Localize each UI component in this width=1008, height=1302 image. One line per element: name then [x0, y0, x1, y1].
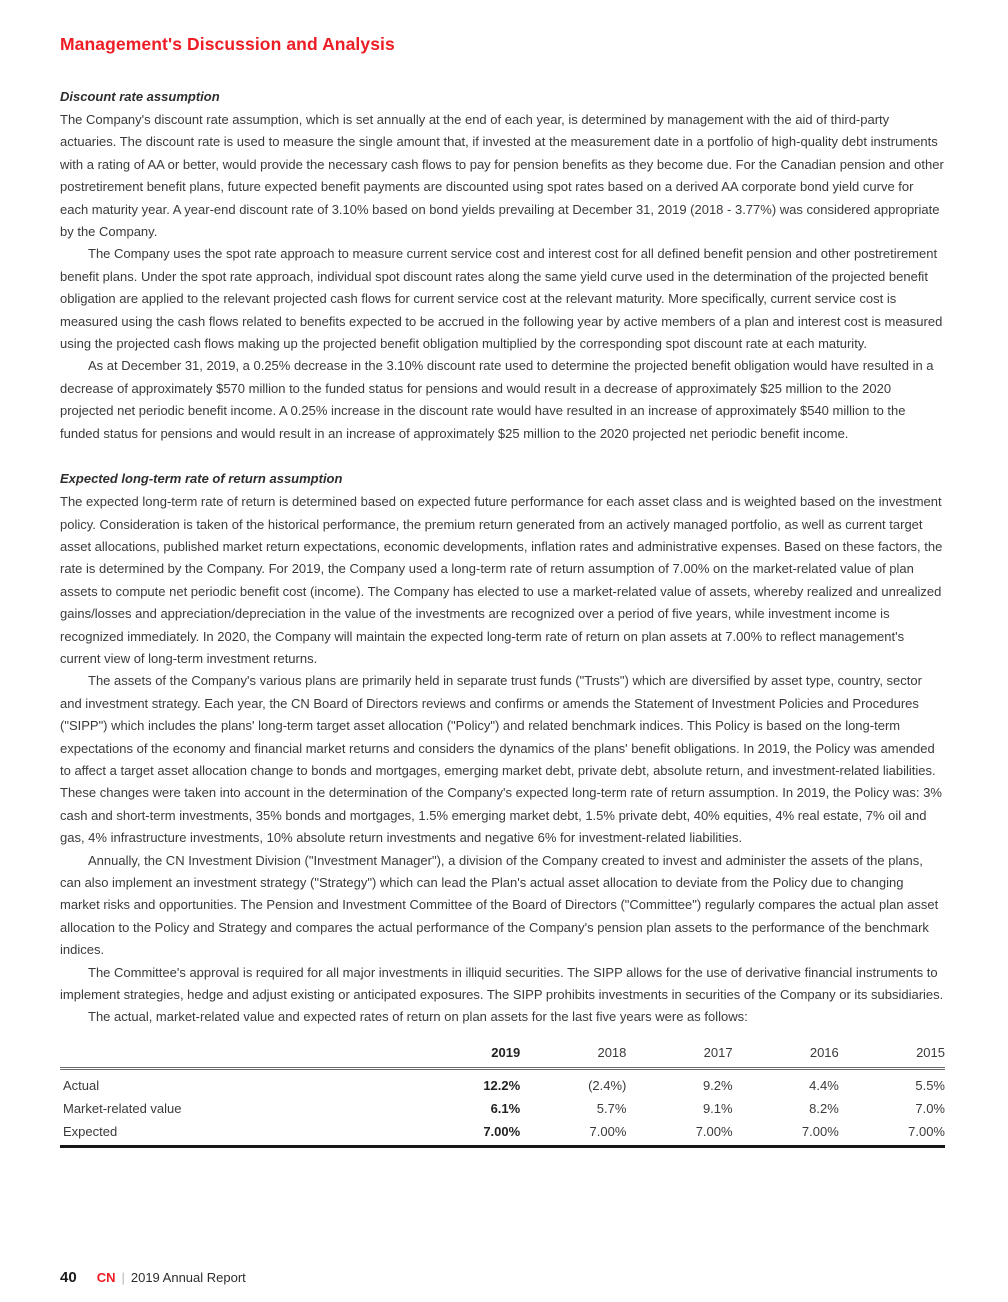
footer-separator: |: [121, 1270, 125, 1285]
footer-report-title: 2019 Annual Report: [130, 1270, 246, 1285]
cell-mrv-2019: 6.1%: [490, 1100, 521, 1116]
footer-page-number: 40: [60, 1269, 77, 1286]
cell-actual-2017: 9.2%: [702, 1077, 733, 1093]
cell-actual-2019: 12.2%: [483, 1077, 521, 1093]
cell-expected-2018: 7.00%: [520, 1119, 626, 1146]
paragraph-return-4: The Committee's approval is required for all major investments in illiquid securities. The SIPP allows for the use of derivative financial instruments to implement strategies, hedge and adjust existing or anticipated exposures. The SIPP prohibits investments in securities of the Company or its subsidiaries.: [60, 964, 944, 1003]
row-label: Market-related value: [63, 1100, 182, 1116]
cell-mrv-2017: 9.1%: [702, 1100, 733, 1116]
paragraph-discount-3: As at December 31, 2019, a 0.25% decrease in the 3.10% discount rate used to determine the projected benefit obligation would have resulted in a decrease of approximately $570 million to the funded status for pensions and would result in a decrease of approximately $25 million to the 2020 projected net periodic benefit income. A 0.25% increase in the discount rate would have resulted in an increase of approximately $540 million to the funded status for pensions and would result in an increase of approximately $25 million to the 2020 projected net periodic benefit income.: [60, 358, 934, 441]
cell-expected-2015: 7.00%: [839, 1119, 945, 1146]
table-header-2016: 2016: [733, 1045, 839, 1069]
page-title: Management's Discussion and Analysis: [60, 34, 395, 54]
cell-mrv-2015: 7.0%: [915, 1100, 945, 1116]
table-header-row: [60, 1045, 945, 1069]
cell-expected-2017: 7.00%: [626, 1119, 732, 1146]
footer-brand: CN: [96, 1270, 116, 1285]
cell-actual-2018: (2.4%): [588, 1077, 627, 1093]
cell-actual-2015: 5.5%: [915, 1077, 945, 1093]
table-header-2018: 2018: [520, 1045, 626, 1069]
paragraph-discount-1: The Company's discount rate assumption, which is set annually at the end of each year, is determined by management with the aid of third-party actuaries. The discount rate is used to measure the single amount that, if invested at the measurement date in a portfolio of high-quality debt instruments with a rating of AA or better, would provide the necessary cash flows to pay for pension benefits as they become due. For the Canadian pension and other postretirement benefit plans, future expected benefit payments are discounted using spot rates based on a derived AA corporate bond yield curve for each maturity year. A year-end discount rate of 3.10% based on bond yields prevailing at December 31, 2019 (2018 - 3.77%) was considered appropriate by the Company.: [60, 112, 944, 240]
cell-mrv-2018: 5.7%: [596, 1100, 627, 1116]
row-label: Actual: [63, 1077, 100, 1093]
returns-table: [60, 1045, 945, 1148]
cell-expected-2016: 7.00%: [733, 1119, 839, 1146]
table-header-blank: [60, 1045, 414, 1069]
cell-expected-2019: 7.00%: [414, 1119, 520, 1146]
table-row-actual: [60, 1068, 945, 1096]
cell-actual-2016: 4.4%: [809, 1077, 839, 1093]
table-row-expected: [60, 1119, 945, 1146]
cell-mrv-2016: 8.2%: [809, 1100, 839, 1116]
paragraph-return-2: The assets of the Company's various plans are primarily held in separate trust funds ("Trusts") which are diversified by asset type, country, sector and investment strategy. Each year, the CN Board of Directors reviews and confirms or amends the Statement of Investment Policies and Procedures ("SIPP") which includes the plans' long-term target asset allocation ("Policy") and related benchmark indices. This Policy is based on the long-term expectations of the economy and financial market returns and considers the dynamics of the plans' benefit obligations. In 2019, the Policy was amended to affect a target asset allocation change to bonds and mortgages, emerging market debt, private debt, absolute return, and investment-related liabilities. These changes were taken into account in the determination of the Company's expected long-term rate of return assumption. In 2019, the Policy was: 3% cash and short-term investments, 35% bonds and mortgages, 1.5% emerging market debt, 1.5% private debt, 40% equities, 4% real estate, 7% oil and gas, 4% infrastructure investments, 10% absolute return investments and negative 6% for investment-related liabilities.: [60, 673, 942, 846]
section-expected-return: [60, 471, 945, 1029]
paragraph-return-3: Annually, the CN Investment Division ("Investment Manager"), a division of the Company created to invest and administer the assets of the plans, can also implement an investment strategy ("Strategy") which can lead the Plan's actual asset allocation to deviate from the Policy due to changing market risks and opportunities. The Pension and Investment Committee of the Board of Directors ("Committee") regularly compares the actual plan asset allocation to the Policy and Strategy and compares the actual performance of the Company's pension plan assets to the performance of the benchmark indices.: [60, 852, 939, 958]
section-heading-discount-rate: Discount rate assumption: [60, 89, 220, 104]
section-discount-rate: [60, 89, 945, 445]
paragraph-discount-2: The Company uses the spot rate approach to measure current service cost and interest cost for all defined benefit pension and other postretirement benefit plans. Under the spot rate approach, individual spot discount rates along the same yield curve used in the determination of the projected benefit obligation are applied to the relevant projected cash flows for current service cost at the relevant maturity. More specifically, current service cost is measured using the cash flows related to benefits expected to be accrued in the following year by active members of a plan and interest cost is measured using the projected cash flows making up the projected benefit obligation multiplied by the corresponding spot discount rate at each maturity.: [60, 246, 943, 352]
row-label: Expected: [60, 1119, 414, 1146]
page-footer: [60, 1269, 246, 1286]
table-header-2019: 2019: [414, 1045, 520, 1069]
table-row-market-related-value: [60, 1096, 945, 1119]
table-header-2015: 2015: [839, 1045, 945, 1069]
paragraph-table-intro: The actual, market-related value and expected rates of return on plan assets for the last five years were as follows:: [88, 1009, 748, 1025]
section-heading-expected-return: Expected long-term rate of return assumption: [60, 471, 343, 487]
table-header-2017: 2017: [626, 1045, 732, 1069]
paragraph-return-1: The expected long-term rate of return is determined based on expected future performance for each asset class and is weighted based on the investment policy. Consideration is taken of the historical performance, the premium return generated from an actively managed portfolio, as well as current target asset allocations, published market return expectations, economic developments, inflation rates and administrative expenses. Based on these factors, the rate is determined by the Company. For 2019, the Company used a long-term rate of return assumption of 7.00% on the market-related value of plan assets to compute net periodic benefit cost (income). The Company has elected to use a market-related value of assets, whereby realized and unrealized gains/losses and appreciation/depreciation in the value of the investments are recognized over a period of five years, while investment income is recognized immediately. In 2020, the Company will maintain the expected long-term rate of return on plan assets at 7.00% to reflect management's current view of long-term investment returns.: [60, 494, 943, 666]
